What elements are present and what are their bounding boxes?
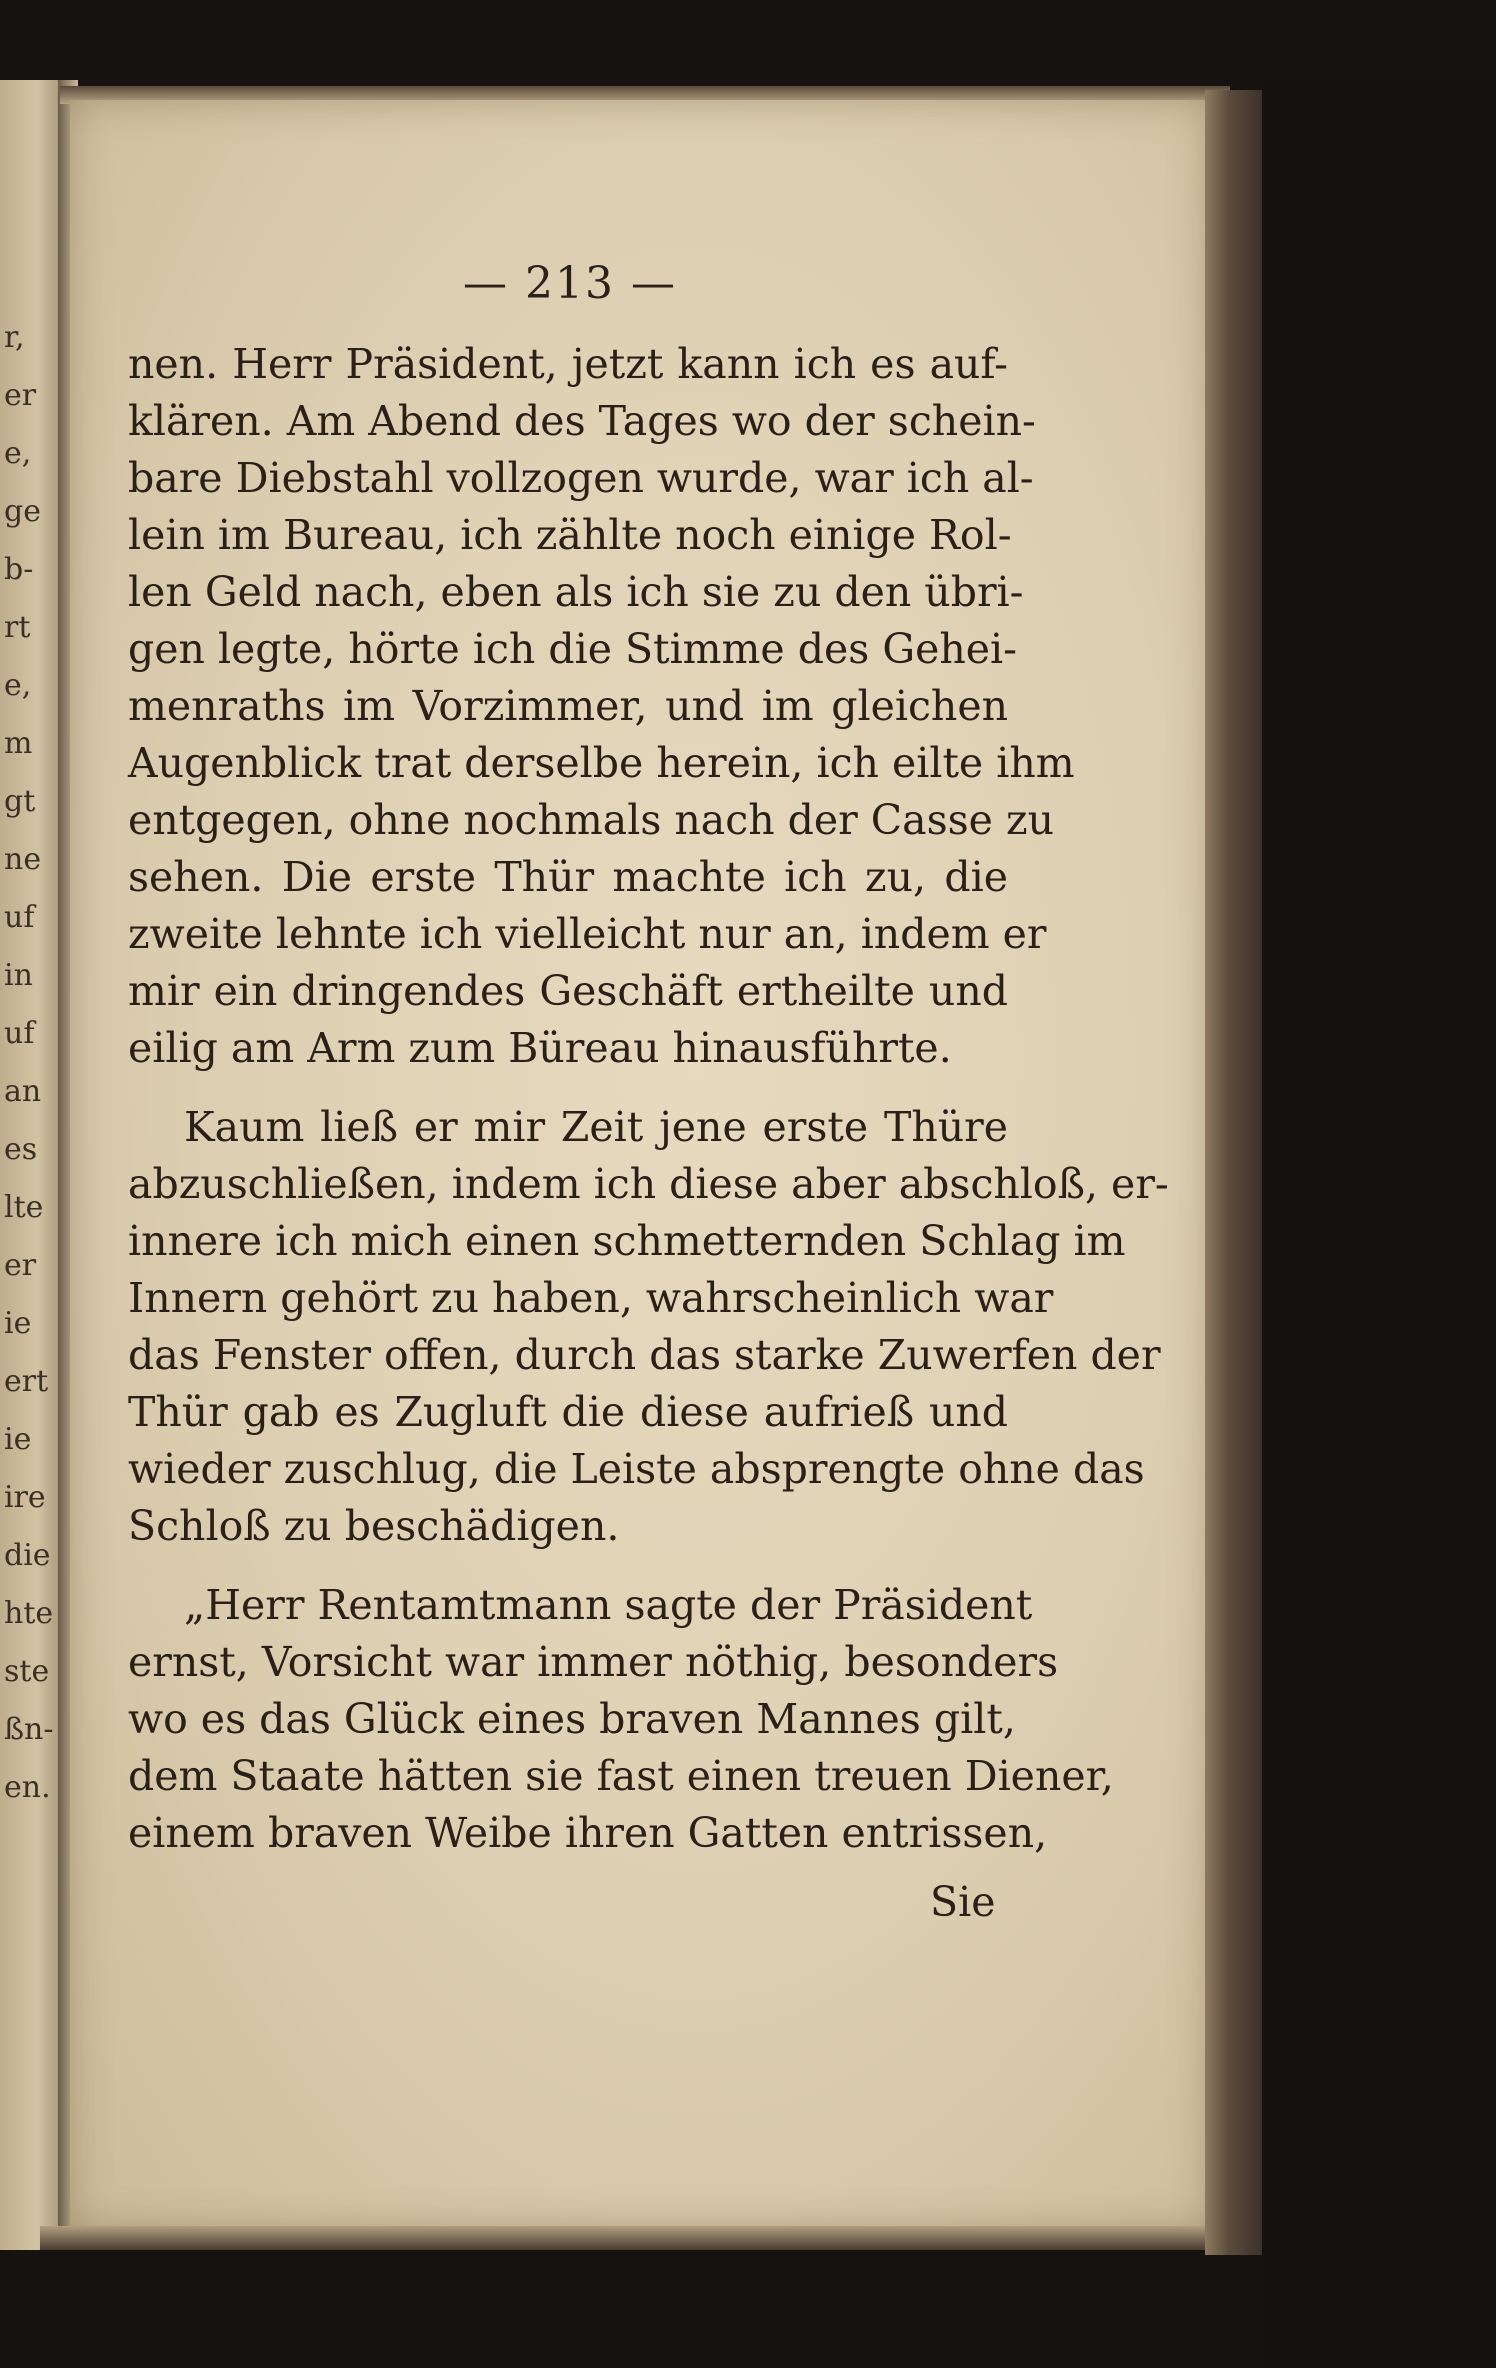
text-line: sehen. Die erste Thür machte ich zu, die — [128, 853, 1008, 901]
paragraph-gap — [128, 1077, 1008, 1099]
facing-page-fragment: hte — [4, 1596, 54, 1631]
text-line: eilig am Arm zum Büreau hinausführte. — [128, 1024, 952, 1072]
text-line: Innern gehört zu haben, wahrscheinlich war — [128, 1274, 1054, 1322]
facing-page-fragment: gt — [4, 784, 36, 819]
text-line: Thür gab es Zugluft die diese aufrieß und — [128, 1388, 1008, 1436]
text-line: Augenblick trat derselbe herein, ich eilte ihm — [128, 739, 1075, 787]
text-line: len Geld nach, eben als ich sie zu den übri- — [128, 568, 1024, 616]
text-line: bare Diebstahl vollzogen wurde, war ich al- — [128, 454, 1034, 502]
facing-page-fragment: lte — [4, 1190, 44, 1225]
paragraph — [128, 1099, 1169, 1555]
page-bottom-edge — [40, 2226, 1240, 2250]
facing-page-fragment: m — [4, 726, 33, 761]
facing-page-fragment: die — [4, 1538, 51, 1573]
facing-page-fragment: b- — [4, 552, 34, 587]
facing-page-fragment: ste — [4, 1654, 50, 1689]
text-line: Schloß zu beschädigen. — [128, 1502, 620, 1550]
text-line: ernst, Vorsicht war immer nöthig, besonders — [128, 1638, 1059, 1686]
facing-page-fragment: rt — [4, 610, 31, 645]
body-text — [128, 336, 1169, 1862]
facing-page-fragment: uf — [4, 1016, 35, 1051]
facing-page-fragment: er — [4, 378, 37, 413]
paragraph — [128, 336, 1075, 1077]
facing-page-fragment: an — [4, 1074, 42, 1109]
text-line: mir ein dringendes Geschäft ertheilte und — [128, 967, 1008, 1015]
text-line: Kaum ließ er mir Zeit jene erste Thüre — [184, 1103, 1008, 1151]
dark-background — [1262, 80, 1496, 2368]
facing-page-fragment: ire — [4, 1480, 46, 1515]
facing-page-fragment: ßn- — [4, 1712, 54, 1747]
text-line: gen legte, hörte ich die Stimme des Gehei- — [128, 625, 1017, 673]
text-line: dem Staate hätten sie fast einen treuen Diener, — [128, 1752, 1114, 1800]
facing-page-fragment: es — [4, 1132, 38, 1167]
facing-page-fragment: ert — [4, 1364, 49, 1399]
paragraph — [128, 1577, 1114, 1862]
facing-page-fragment: ie — [4, 1306, 32, 1341]
text-line: abzuschließen, indem ich diese aber abschloß, er- — [128, 1160, 1169, 1208]
text-line: das Fenster offen, durch das starke Zuwerfen der — [128, 1331, 1161, 1379]
facing-page-fragment: e, — [4, 436, 32, 471]
text-line: einem braven Weibe ihren Gatten entrissen, — [128, 1809, 1048, 1857]
facing-page-fragment: ie — [4, 1422, 32, 1457]
facing-page-fragment: r, — [4, 320, 25, 355]
text-line: klären. Am Abend des Tages wo der schein- — [128, 397, 1036, 445]
text-line: wo es das Glück eines braven Mannes gilt, — [128, 1695, 1016, 1743]
text-line: nen. Herr Präsident, jetzt kann ich es auf- — [128, 340, 1008, 388]
facing-page-edge — [0, 80, 62, 2250]
facing-page-fragment: uf — [4, 900, 35, 935]
facing-page-fragment: ne — [4, 842, 42, 877]
text-line: „Herr Rentamtmann sagte der Präsident — [184, 1581, 1033, 1629]
page-number: — 213 — — [463, 258, 677, 309]
text-line: lein im Bureau, ich zählte noch einige Rol- — [128, 511, 1012, 559]
facing-page-fragment: e, — [4, 668, 32, 703]
book-cover-edge — [1205, 90, 1265, 2255]
facing-page-fragment: er — [4, 1248, 37, 1283]
text-line: menraths im Vorzimmer, und im gleichen — [128, 682, 1008, 730]
text-line: innere ich mich einen schmetternden Schlag im — [128, 1217, 1126, 1265]
catchword: Sie — [930, 1878, 996, 1926]
facing-page-fragment: in — [4, 958, 33, 993]
text-line: zweite lehnte ich vielleicht nur an, indem er — [128, 910, 1047, 958]
facing-page-fragment: en. — [4, 1770, 51, 1805]
text-line: wieder zuschlug, die Leiste absprengte ohne das — [128, 1445, 1145, 1493]
text-line: entgegen, ohne nochmals nach der Casse zu — [128, 796, 1054, 844]
facing-page-fragment: ge — [4, 494, 41, 529]
paragraph-gap — [128, 1555, 1008, 1577]
